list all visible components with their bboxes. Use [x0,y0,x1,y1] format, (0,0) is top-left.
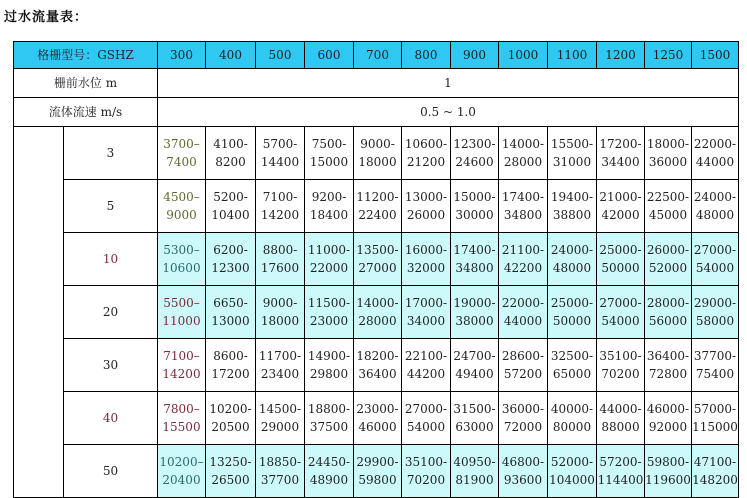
flow-range-text: 10200- [209,402,252,416]
flow-range-cell [499,392,548,445]
flow-range-cell [692,127,739,180]
flow-range-text: 18200- [356,349,399,363]
flow-table [13,41,739,498]
flow-range-cell [597,445,645,498]
flow-range-text: 93600 [503,473,543,487]
flow-range-text: 11200- [356,190,399,204]
model-header: 1200 [597,42,645,69]
flow-range-text: 48000 [695,208,735,222]
header-row [14,42,739,69]
flow-range-text: 34400 [601,155,640,169]
flow-range-text: 70200 [406,473,446,487]
flow-range-text: 17600 [260,261,300,275]
flow-range-text: 18000 [260,314,300,328]
flow-range-text: 11500- [307,296,351,310]
flow-range-text: 13500- [356,243,399,257]
flow-range-text: 14500- [258,402,302,416]
flow-range-text: 3700– [163,137,200,151]
flow-range-cell [645,339,692,392]
flow-range-cell [305,339,354,392]
page-title: 过水流量表： [4,10,89,25]
flow-range-cell [256,180,305,233]
flow-range-text: 17200- [599,137,642,151]
flow-range-cell [402,339,451,392]
flow-range-cell [692,339,739,392]
flow-range-cell [158,127,206,180]
flow-range-text: 13250- [209,455,252,469]
flow-range-text: 37700- [693,349,737,363]
flow-range-text: 80000 [552,420,592,434]
flow-range-text: 36000 [648,155,688,169]
flow-range-cell [256,392,305,445]
flow-range-text: 31500- [453,402,496,416]
flow-range-text: 114400 [597,473,644,487]
flow-range-cell [692,233,739,286]
flow-range-text: 25000- [550,296,594,310]
flow-range-cell [451,180,499,233]
flow-range-cell [692,286,739,339]
flow-range-text: 37700 [260,473,300,487]
flow-range-text: 4500– [163,190,200,204]
model-header: 800 [402,42,451,69]
flow-range-text: 7100– [163,349,200,363]
flow-range-text: 46000- [646,402,690,416]
flow-range-text: 5200- [213,190,248,204]
flow-range-cell [354,445,402,498]
flow-range-text: 17200 [211,367,250,381]
flow-range-cell [354,339,402,392]
flow-range-cell [548,286,597,339]
param-row [14,98,739,127]
model-header: 1250 [645,42,692,69]
flow-range-text: 46000 [358,420,397,434]
model-header: 900 [451,42,499,69]
flow-range-cell [256,127,305,180]
flow-range-text: 22500- [646,190,690,204]
flow-range-text: 9200- [311,190,347,204]
flow-range-cell [256,286,305,339]
flow-range-text: 28000 [503,155,543,169]
table-row [14,339,739,392]
flow-range-cell [354,127,402,180]
flow-range-cell [354,233,402,286]
flow-range-text: 26000- [646,243,690,257]
flow-range-cell [158,180,206,233]
flow-range-text: 56000 [648,314,688,328]
flow-range-cell [402,180,451,233]
flow-range-text: 72000 [503,420,543,434]
flow-range-text: 57200 [503,367,543,381]
flow-range-cell [692,445,739,498]
blank-cell [14,233,64,286]
model-header: 400 [206,42,256,69]
flow-range-text: 9000 [166,208,197,222]
flow-range-text: 28600- [501,349,545,363]
flow-range-text: 36400- [646,349,690,363]
table-row [14,180,739,233]
flow-range-text: 14900- [307,349,351,363]
flow-range-text: 119600 [645,473,691,487]
flow-range-text: 42200 [503,261,543,275]
flow-range-text: 8200 [215,155,246,169]
flow-range-text: 10200– [159,455,204,469]
flow-range-cell [692,392,739,445]
flow-range-text: 50000 [601,261,640,275]
flow-range-text: 22000- [693,137,737,151]
flow-range-cell [499,233,548,286]
flow-range-text: 54000 [601,314,640,328]
blank-cell [14,339,64,392]
flow-range-text: 4100- [213,137,248,151]
depth-cell: 30 [64,339,158,392]
flow-range-text: 5500– [163,296,200,310]
flow-range-text: 7100- [262,190,298,204]
flow-range-text: 10600- [404,137,448,151]
flow-range-cell [206,286,256,339]
flow-range-cell [645,233,692,286]
flow-range-text: 20400 [162,473,201,487]
flow-range-text: 13000 [211,314,250,328]
flow-range-text: 34000 [406,314,446,328]
flow-range-cell [548,180,597,233]
flow-range-cell [305,180,354,233]
flow-range-text: 148200 [692,473,738,487]
flow-range-text: 27000- [599,296,642,310]
flow-range-cell [256,445,305,498]
flow-range-text: 26000 [406,208,446,222]
flow-range-text: 29000- [693,296,737,310]
flow-range-text: 8600- [213,349,248,363]
flow-range-cell [402,286,451,339]
flow-range-cell [206,445,256,498]
table-row [14,445,739,498]
flow-range-cell [451,445,499,498]
flow-range-text: 5300– [163,243,200,257]
flow-range-text: 19400- [550,190,594,204]
flow-range-text: 104000 [549,473,595,487]
flow-range-text: 75400 [695,367,735,381]
flow-range-text: 38000 [455,314,494,328]
flow-range-cell [158,392,206,445]
flow-range-text: 40000- [550,402,594,416]
flow-range-text: 9000- [262,296,298,310]
depth-cell: 10 [64,233,158,286]
flow-range-text: 22400 [358,208,397,222]
model-header: 1500 [692,42,739,69]
model-header: 1000 [499,42,548,69]
flow-range-text: 47100- [693,455,737,469]
flow-range-text: 9000- [360,137,395,151]
blank-cell [14,392,64,445]
flow-range-text: 10600 [162,261,201,275]
flow-range-text: 22100- [404,349,448,363]
flow-range-text: 23000- [356,402,399,416]
flow-range-text: 12300 [211,261,250,275]
flow-range-cell [158,286,206,339]
flow-range-cell [305,127,354,180]
flow-range-text: 11000 [162,314,201,328]
flow-range-text: 28000 [358,314,397,328]
flow-range-text: 48000 [552,261,592,275]
model-header: 700 [354,42,402,69]
flow-range-text: 32000 [406,261,446,275]
param-value: 0.5 ~ 1.0 [158,98,739,127]
flow-range-text: 38800 [552,208,592,222]
flow-range-cell [206,127,256,180]
flow-range-cell [692,180,739,233]
flow-range-text: 57200- [599,455,642,469]
model-header: 1100 [548,42,597,69]
flow-range-text: 24000- [693,190,737,204]
flow-range-text: 17000- [404,296,448,310]
flow-range-text: 54000 [695,261,735,275]
flow-range-text: 50000 [552,314,592,328]
table-row [14,127,739,180]
flow-range-cell [548,233,597,286]
flow-range-cell [499,339,548,392]
flow-range-text: 46800- [501,455,545,469]
flow-range-cell [354,286,402,339]
flow-range-text: 37500 [309,420,349,434]
flow-range-text: 15500- [550,137,594,151]
table-row [14,286,739,339]
flow-range-text: 81900 [455,473,494,487]
flow-range-text: 6650- [213,296,248,310]
model-header: 300 [158,42,206,69]
flow-range-cell [645,286,692,339]
flow-range-text: 36400 [358,367,397,381]
flow-range-text: 29900- [356,455,399,469]
flow-range-cell [499,445,548,498]
flow-range-cell [645,127,692,180]
flow-range-text: 32500- [550,349,594,363]
model-header: 600 [305,42,354,69]
flow-range-text: 14200 [260,208,300,222]
flow-range-cell [206,339,256,392]
flow-range-cell [597,127,645,180]
flow-range-text: 58000 [695,314,735,328]
flow-range-text: 115000 [692,420,738,434]
flow-range-text: 28000- [646,296,690,310]
flow-range-text: 14000- [356,296,399,310]
flow-range-text: 59800- [646,455,690,469]
flow-range-cell [402,233,451,286]
flow-range-cell [451,286,499,339]
flow-range-text: 11700- [258,349,302,363]
flow-range-text: 49400 [455,367,494,381]
flow-range-text: 19000- [453,296,496,310]
depth-cell: 5 [64,180,158,233]
flow-range-cell [402,445,451,498]
flow-range-text: 29000 [260,420,300,434]
flow-range-text: 17400- [501,190,545,204]
flow-range-cell [597,286,645,339]
table-row [14,392,739,445]
flow-range-cell [158,339,206,392]
flow-range-text: 7800– [163,402,200,416]
flow-range-text: 24700- [453,349,496,363]
flow-range-cell [597,233,645,286]
flow-range-text: 26500 [211,473,250,487]
flow-range-text: 45000 [648,208,688,222]
flow-range-cell [548,339,597,392]
flow-range-text: 18850- [258,455,302,469]
flow-range-cell [451,392,499,445]
flow-range-cell [499,180,548,233]
flow-range-cell [402,127,451,180]
flow-range-cell [597,339,645,392]
flow-range-cell [206,392,256,445]
flow-range-cell [354,392,402,445]
flow-range-cell [645,392,692,445]
flow-range-text: 17400- [453,243,496,257]
flow-range-text: 25000- [599,243,642,257]
flow-range-cell [645,180,692,233]
flow-range-cell [206,233,256,286]
flow-range-text: 27000- [693,243,737,257]
flow-range-cell [305,233,354,286]
flow-range-text: 52000- [550,455,594,469]
table-row [14,233,739,286]
flow-range-text: 48900 [309,473,349,487]
flow-range-text: 65000 [552,367,592,381]
flow-range-text: 52000 [648,261,688,275]
flow-range-text: 27000 [358,261,397,275]
flow-range-text: 10400 [211,208,250,222]
flow-range-text: 21100- [501,243,545,257]
flow-range-cell [597,392,645,445]
flow-range-text: 59800 [358,473,397,487]
param-value: 1 [158,69,739,98]
flow-range-text: 34800 [503,208,543,222]
flow-range-cell [305,286,354,339]
flow-range-text: 21200 [406,155,446,169]
flow-range-text: 36000- [501,402,545,416]
flow-range-text: 8800- [262,243,298,257]
flow-range-text: 14400 [260,155,300,169]
flow-range-text: 15000 [309,155,349,169]
flow-range-cell [645,445,692,498]
flow-range-text: 34800 [455,261,494,275]
flow-range-cell [548,392,597,445]
flow-range-text: 44000 [503,314,543,328]
param-label: 流体流速 m/s [14,98,158,127]
flow-range-text: 30000 [455,208,494,222]
flow-range-text: 11000- [307,243,351,257]
param-row [14,69,739,98]
flow-range-text: 13000- [404,190,448,204]
flow-range-text: 40950- [453,455,496,469]
flow-range-text: 92000 [648,420,688,434]
flow-range-text: 18000 [358,155,397,169]
flow-range-text: 24600 [455,155,494,169]
flow-range-cell [256,339,305,392]
flow-range-text: 18800- [307,402,351,416]
flow-range-text: 14000- [501,137,545,151]
flow-range-text: 44000- [599,402,642,416]
flow-range-cell [451,233,499,286]
flow-range-cell [499,127,548,180]
flow-range-text: 42000 [601,208,640,222]
flow-range-text: 24450- [307,455,351,469]
blank-cell [14,445,64,498]
flow-range-cell [158,445,206,498]
flow-range-text: 18000- [646,137,690,151]
param-label: 栅前水位 m [14,69,158,98]
flow-range-cell [305,392,354,445]
flow-range-text: 5700- [262,137,298,151]
flow-range-text: 44000 [695,155,735,169]
flow-range-text: 54000 [406,420,446,434]
flow-range-cell [597,180,645,233]
depth-cell: 40 [64,392,158,445]
flow-range-cell [354,180,402,233]
flow-range-text: 22000- [501,296,545,310]
model-header: 500 [256,42,305,69]
flow-range-text: 35100- [404,455,448,469]
blank-cell [14,286,64,339]
flow-range-text: 63000 [455,420,494,434]
flow-range-text: 6200- [213,243,248,257]
flow-range-text: 44200 [406,367,446,381]
flow-range-cell [451,339,499,392]
model-label: 格栅型号：GSHZ [14,42,158,69]
depth-cell: 20 [64,286,158,339]
flow-range-text: 15000- [453,190,496,204]
flow-range-cell [548,127,597,180]
flow-range-text: 22000 [309,261,349,275]
flow-range-cell [158,233,206,286]
flow-range-text: 72800 [648,367,688,381]
flow-range-text: 18400 [309,208,349,222]
flow-range-text: 31000 [552,155,592,169]
flow-range-text: 16000- [404,243,448,257]
blank-cell [14,180,64,233]
flow-range-cell [548,445,597,498]
flow-range-text: 35100- [599,349,642,363]
flow-range-text: 7400 [166,155,197,169]
flow-range-text: 57000- [693,402,737,416]
flow-range-cell [206,180,256,233]
blank-cell [14,127,64,180]
flow-range-text: 12300- [453,137,496,151]
flow-range-cell [256,233,305,286]
flow-range-cell [402,392,451,445]
flow-range-text: 20500 [211,420,250,434]
depth-cell: 3 [64,127,158,180]
flow-range-text: 7500- [311,137,347,151]
flow-range-cell [451,127,499,180]
depth-cell: 50 [64,445,158,498]
flow-range-text: 15500 [162,420,201,434]
flow-range-text: 88000 [601,420,640,434]
flow-range-cell [305,445,354,498]
flow-range-text: 14200 [162,367,201,381]
flow-range-text: 21000- [599,190,642,204]
flow-range-cell [499,286,548,339]
flow-range-text: 23400 [260,367,300,381]
flow-range-text: 27000- [404,402,448,416]
flow-range-text: 29800 [309,367,349,381]
flow-range-text: 24000- [550,243,594,257]
flow-range-text: 70200 [601,367,640,381]
flow-range-text: 23000 [309,314,349,328]
